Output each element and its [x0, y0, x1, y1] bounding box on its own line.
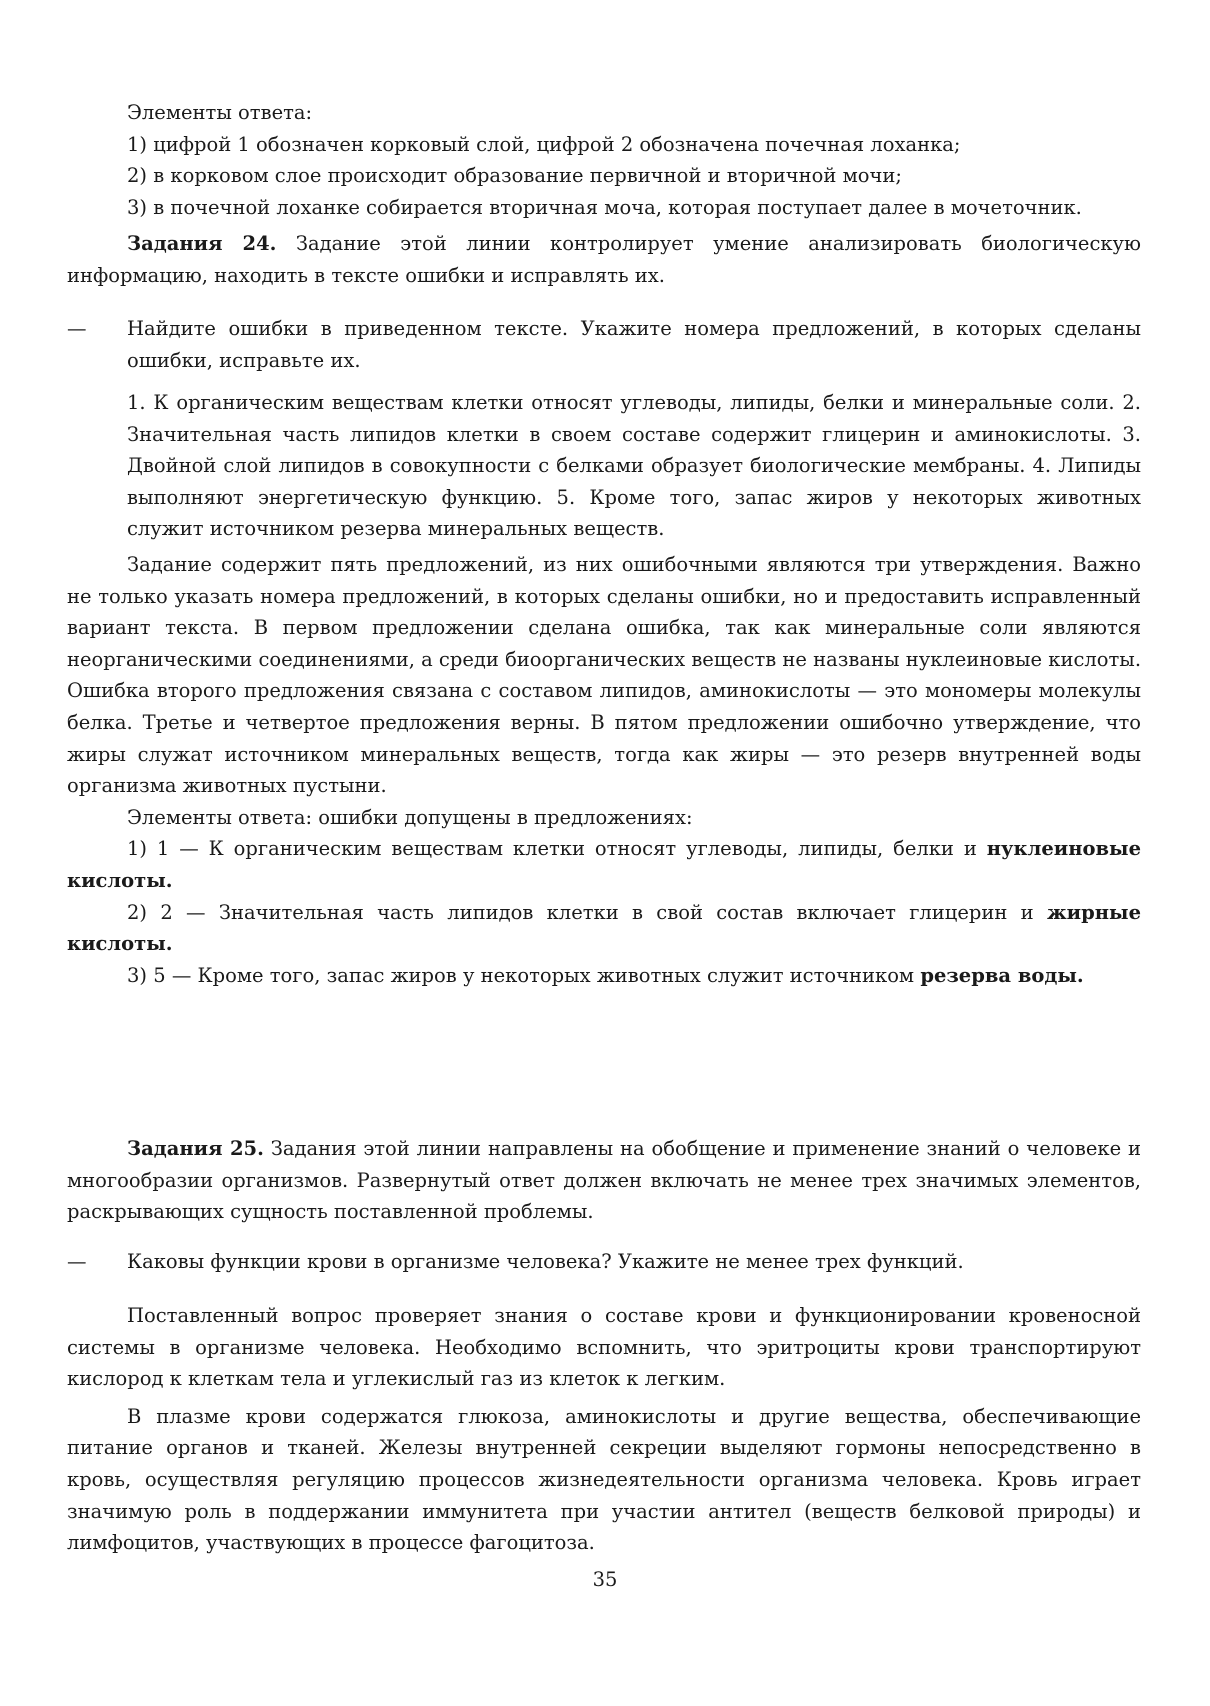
task25-question-text: Каковы функции крови в организме человека? Укажите не менее трех функций. [127, 1250, 964, 1273]
answer23-item: 3) в почечной лоханке собирается вторичная моча, которая поступает далее в мочеточник. [127, 195, 1082, 219]
task24-answer-item: 2) 2 — Значительная часть липидов клетки в свой состав включает глицерин и жирные кислоты. [67, 900, 1141, 956]
task24-question-text: Найдите ошибки в приведенном тексте. Укажите номера предложений, в которых сделаны ошибки, исправьте их. [127, 317, 1141, 372]
task24-question-block [67, 313, 1141, 376]
task25-explanation-block [67, 1300, 1141, 1559]
answer23-list [67, 129, 1141, 224]
page-number: 35 [592, 1568, 618, 1591]
dash-mark: — [67, 1250, 87, 1273]
task25-intro-text: Задания этой линии направлены на обобщение и применение знаний о человеке и многообразии организмов. Развернутый ответ должен включать не менее трех значимых элементов, раскрывающих сущность поставленной проблемы. [67, 1137, 1141, 1224]
task24-intro-text: Задание этой линии контролирует умение анализировать биологическую информацию, находить в тексте ошибки и исправлять их. [67, 232, 1142, 287]
task25-title: Задания 25. [127, 1137, 264, 1160]
task24-question [67, 313, 1141, 376]
task24-answer-heading: Элементы ответа: ошибки допущены в предложениях: [127, 805, 693, 829]
answer23-item: 1) цифрой 1 обозначен корковый слой, цифрой 2 обозначена почечная лоханка; [127, 132, 961, 156]
task24-intro [67, 228, 1141, 291]
task25-question [67, 1246, 1141, 1278]
task24-source-text: 1. К органическим веществам клетки относят углеводы, липиды, белки и минеральные соли. 2. Значительная часть липидов клетки в своем составе содержит глицерин и аминокислоты. 3. Двойной слой липидов в совокупности с белками образует биологические мембраны. 4. Липиды выполняют энергетическую функцию. 5. Кроме того, запас жиров у некоторых животных служит источником резерва минеральных веществ. [127, 391, 1141, 541]
task25-intro-block [67, 1133, 1141, 1228]
task25-question-block [67, 1246, 1141, 1278]
answer23-heading: Элементы ответа: [127, 101, 313, 124]
task24-title: Задания 24. [127, 232, 277, 255]
task25-paragraph: Поставленный вопрос проверяет знания о составе крови и функционировании кровеносной системы в организме человека. Необходимо вспомнить, что эритроциты крови транспортируют кислород к клеткам тела и углекислый газ из клеток к легким. [67, 1304, 1141, 1391]
task24-explanation: Задание содержит пять предложений, из них ошибочными являются три утверждения. Важно не только указать номера предложений, в которых сделаны ошибки, но и предоставить исправленный вариант текста. В первом предложении сделана ошибка, так как минеральные соли являются неорганическими соединениями, а среди биоорганических веществ не названы нуклеиновые кислоты. Ошибка второго предложения связана с составом липидов, аминокислоты — это мономеры молекулы белка. Третье и четвертое предложения верны. В пятом предложении ошибочно утверждение, что жиры служат источником минеральных веществ, тогда как жиры — это резерв внутренней воды организма животных пустыни. [67, 553, 1142, 798]
task24-answer-item: 3) 5 — Кроме того, запас жиров у некоторых животных служит источником резерва воды. [127, 963, 1084, 987]
task25-paragraph: В плазме крови содержатся глюкоза, аминокислоты и другие вещества, обеспечивающие питание органов и тканей. Железы внутренней секреции выделяют гормоны непосредственно в кровь, осуществляя регуляцию процессов жизнедеятельности организма человека. Кровь играет значимую роль в поддержании иммунитета при участии антител (веществ белковой природы) и лимфоцитов, участвующих в процессе фагоцитоза. [67, 1404, 1141, 1555]
task24-intro-block [67, 228, 1141, 291]
task25-intro [67, 1133, 1141, 1228]
dash-mark: — [67, 317, 87, 340]
task24-explanation-block [67, 549, 1141, 991]
answer23-item: 2) в корковом слое происходит образование первичной и вторичной мочи; [127, 164, 902, 188]
task24-text-block [67, 387, 1141, 545]
answer23-block [67, 97, 1141, 223]
task24-answer-item: 1) 1 — К органическим веществам клетки относят углеводы, липиды, белки и нуклеиновые кислоты. [67, 837, 1141, 892]
